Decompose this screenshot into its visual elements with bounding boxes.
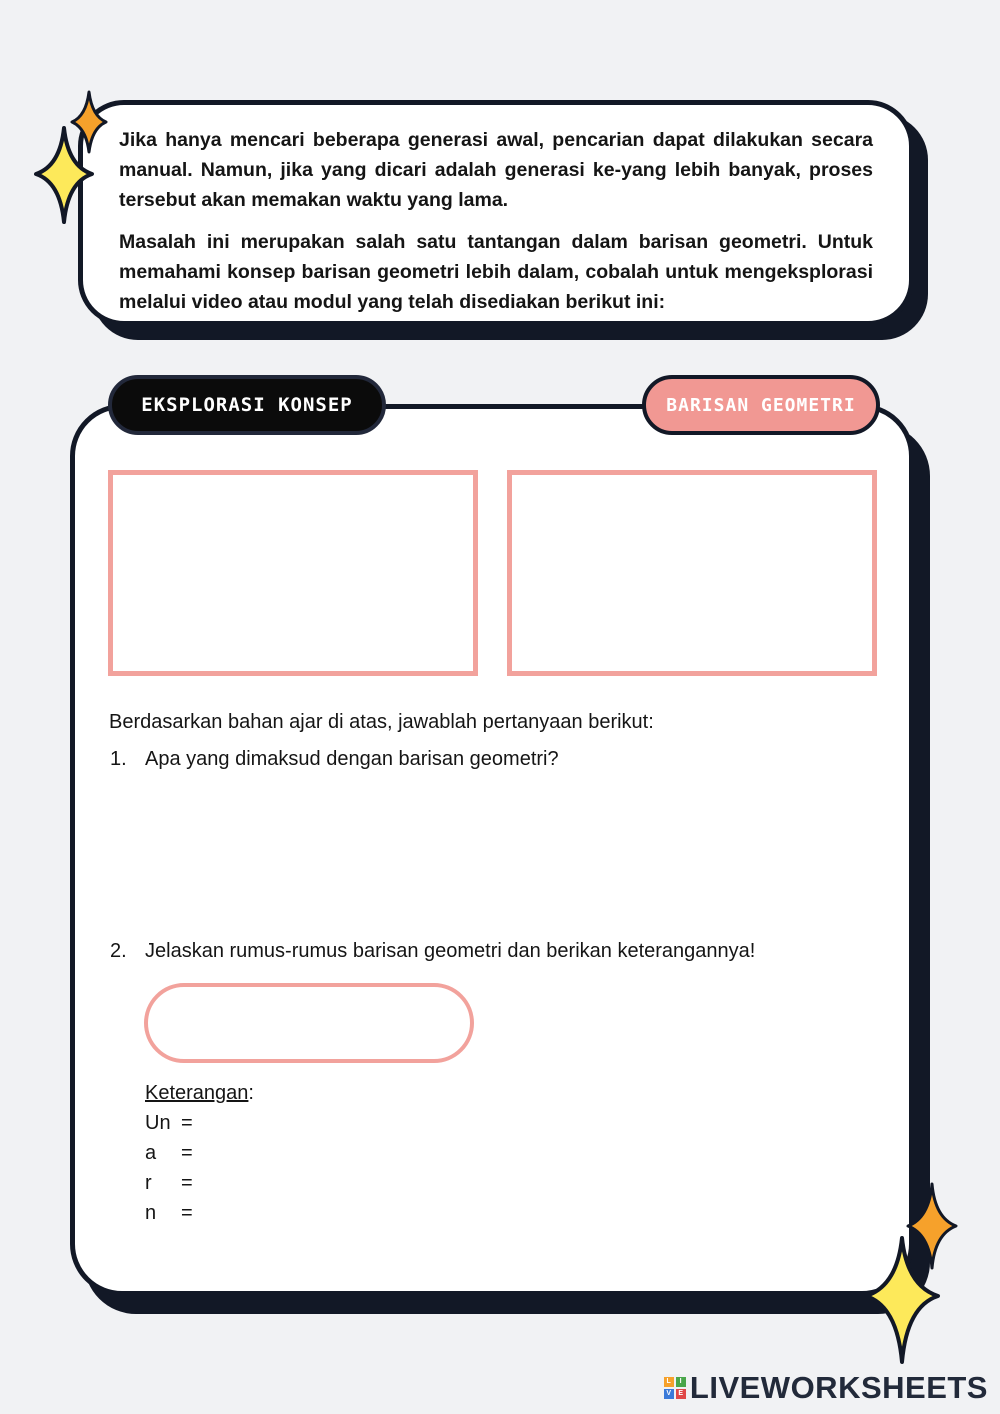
keterangan-row-n — [145, 1198, 254, 1228]
liveworksheets-mark-icon: L I V E — [664, 1377, 686, 1399]
video-placeholder-left[interactable] — [108, 470, 478, 676]
question-number: 2. — [110, 940, 127, 962]
keterangan-equals: = — [181, 1142, 193, 1164]
keterangan-label: n — [145, 1202, 157, 1224]
question-text: Apa yang dimaksud dengan barisan geometri? — [145, 748, 559, 770]
keterangan-equals: = — [181, 1202, 193, 1224]
keterangan-equals: = — [181, 1112, 193, 1134]
tag-barisan-geometri: BARISAN GEOMETRI — [642, 375, 880, 435]
keterangan-heading — [145, 1078, 254, 1108]
liveworksheets-logo — [664, 1370, 988, 1406]
question-number: 1. — [110, 748, 127, 770]
intro-card — [78, 100, 914, 326]
formula-answer-input[interactable] — [144, 983, 474, 1063]
intro-paragraph-1: Jika hanya mencari beberapa generasi awal, pencarian dapat dilakukan secara manual. Namun, jika yang dicari adalah generasi ke-yang lebih banyak, proses tersebut akan memakan waktu yang lama. — [119, 129, 873, 211]
keterangan-title: Keterangan — [145, 1082, 249, 1104]
keterangan-row-a — [145, 1138, 254, 1168]
tag-eksplorasi-konsep: EKSPLORASI KONSEP — [108, 375, 386, 435]
keterangan-label: a — [145, 1142, 157, 1164]
sparkle-stars-bottom-icon — [862, 1180, 966, 1370]
keterangan-row-r — [145, 1168, 254, 1198]
tag-connector-line — [380, 404, 646, 408]
keterangan-colon: : — [248, 1082, 254, 1104]
question-text: Jelaskan rumus-rumus barisan geometri dan berikan keterangannya! — [145, 940, 756, 962]
logo-text: LIVEWORKSHEETS — [689, 1370, 988, 1405]
question-2 — [110, 938, 890, 964]
sparkle-stars-top-icon — [34, 88, 124, 228]
keterangan-label: r — [145, 1172, 152, 1194]
keterangan-equals: = — [181, 1172, 193, 1194]
intro-paragraph-2: Masalah ini merupakan salah satu tantangan dalam barisan geometri. Untuk memahami konsep barisan geometri lebih dalam, cobalah untuk mengeksplorasi melalui video atau modul yang telah disediakan berikut ini: — [119, 231, 873, 313]
keterangan-row-un — [145, 1108, 254, 1138]
keterangan-block — [145, 1078, 254, 1228]
question-1 — [110, 746, 870, 772]
keterangan-label: Un — [145, 1112, 171, 1134]
answer-area-1[interactable] — [144, 782, 874, 922]
instruction-text: Berdasarkan bahan ajar di atas, jawablah pertanyaan berikut: — [109, 711, 654, 733]
video-placeholder-right[interactable] — [507, 470, 877, 676]
